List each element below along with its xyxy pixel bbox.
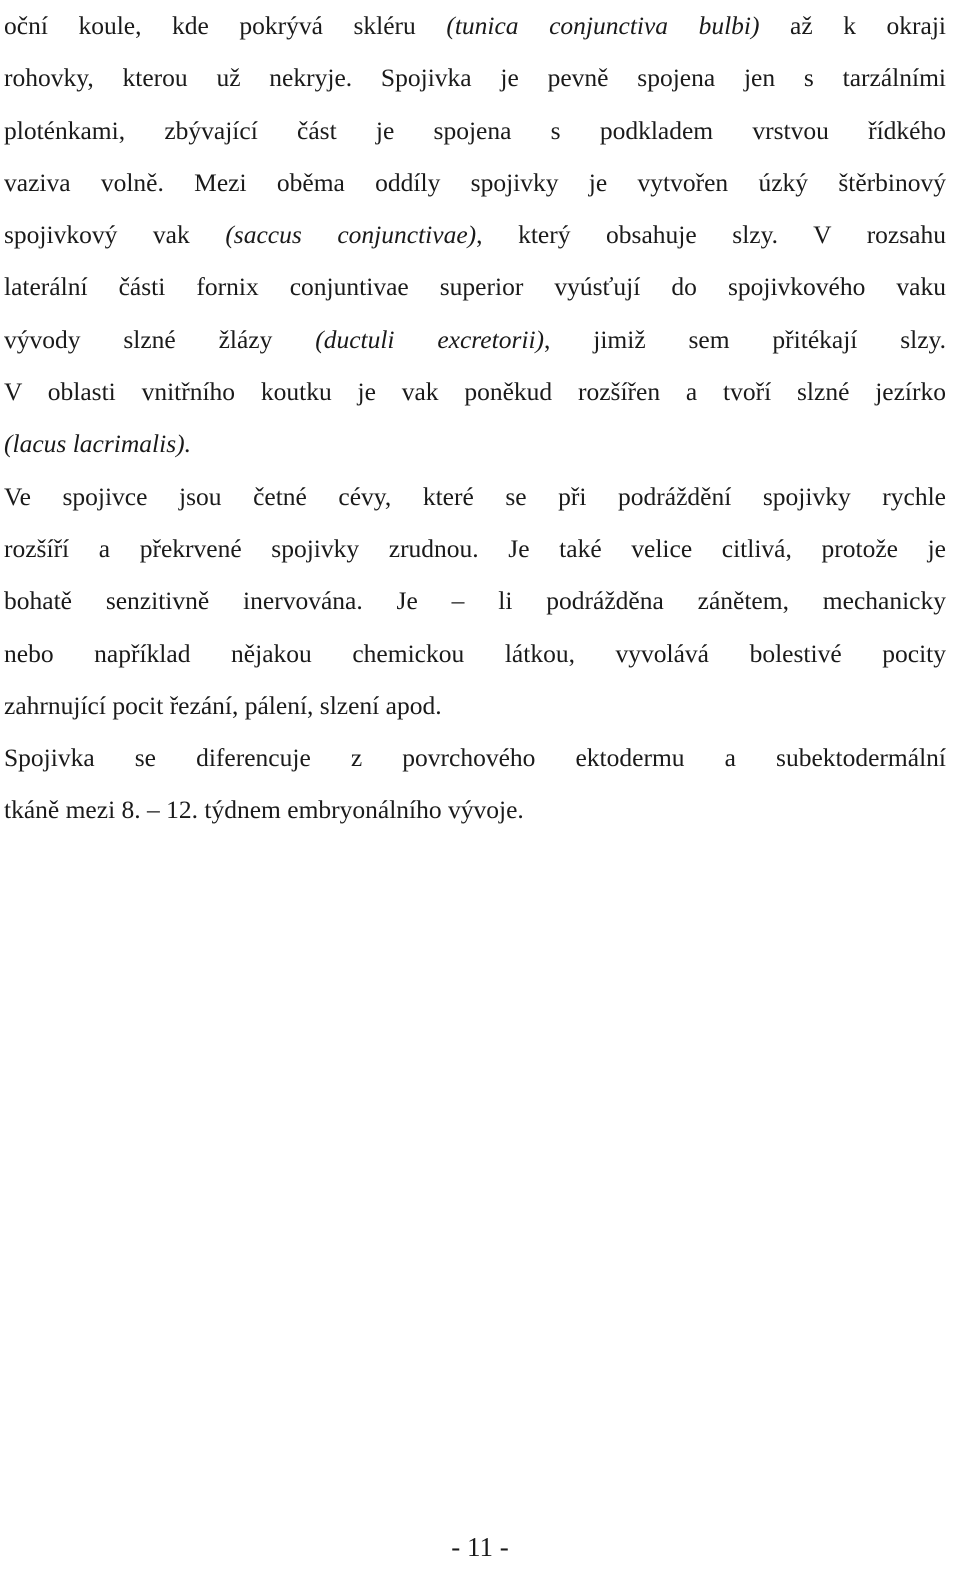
text-run: spojivkový vak: [4, 220, 226, 250]
latin-term: (lacus lacrimalis).: [4, 429, 191, 459]
text-line: [4, 105, 946, 157]
latin-term: (ductuli excretorii): [315, 324, 545, 354]
text-run: , který obsahuje slzy. V rozsahu: [476, 220, 946, 250]
text-run: bohatě senzitivně inervována. Je – li podrážděna zánětem, mechanicky: [4, 586, 946, 616]
text-line: [4, 784, 946, 836]
text-line: [4, 575, 946, 627]
page-number: - 11 -: [451, 1532, 509, 1562]
text-line: [4, 418, 946, 470]
text-line: [4, 209, 946, 261]
text-run: laterální části fornix conjuntivae superior vyúsťují do spojivkového vaku: [4, 272, 946, 302]
text-line: [4, 366, 946, 418]
text-run: rozšíří a překrvené spojivky zrudnou. Je také velice citlivá, protože je: [4, 533, 946, 563]
text-run: Ve spojivce jsou četné cévy, které se při podráždění spojivky rychle: [4, 481, 946, 511]
text-line: [4, 157, 946, 209]
text-line: [4, 52, 946, 104]
document-body: [4, 0, 946, 837]
text-run: až k okraji: [759, 11, 946, 40]
text-line: [4, 0, 946, 52]
text-line: [4, 523, 946, 575]
text-run: Spojivka se diferencuje z povrchového ektodermu a subektodermální: [4, 743, 946, 773]
text-run: , jimiž sem přitékají slzy.: [544, 324, 947, 354]
text-line: [4, 680, 946, 732]
text-run: oční koule, kde pokrývá skléru: [4, 11, 447, 40]
text-run: tkáně mezi 8. – 12. týdnem embryonálního vývoje.: [4, 795, 524, 825]
latin-term: (tunica conjunctiva bulbi): [446, 11, 760, 40]
text-run: ploténkami, zbývající část je spojena s podkladem vrstvou řídkého: [4, 115, 946, 145]
text-line: [4, 471, 946, 523]
text-run: V oblasti vnitřního koutku je vak poněkud rozšířen a tvoří slzné jezírko: [4, 377, 946, 407]
text-run: rohovky, kterou už nekryje. Spojivka je pevně spojena jen s tarzálními: [4, 63, 946, 93]
text-run: nebo například nějakou chemickou látkou, vyvolává bolestivé pocity: [4, 638, 946, 668]
text-run: zahrnující pocit řezání, pálení, slzení apod.: [4, 690, 442, 720]
text-line: [4, 628, 946, 680]
text-line: [4, 314, 946, 366]
latin-term: (saccus conjunctivae): [225, 220, 477, 250]
text-run: vaziva volně. Mezi oběma oddíly spojivky je vytvořen úzký štěrbinový: [4, 167, 946, 197]
text-line: [4, 732, 946, 784]
text-run: vývody slzné žlázy: [4, 324, 316, 354]
text-line: [4, 261, 946, 313]
